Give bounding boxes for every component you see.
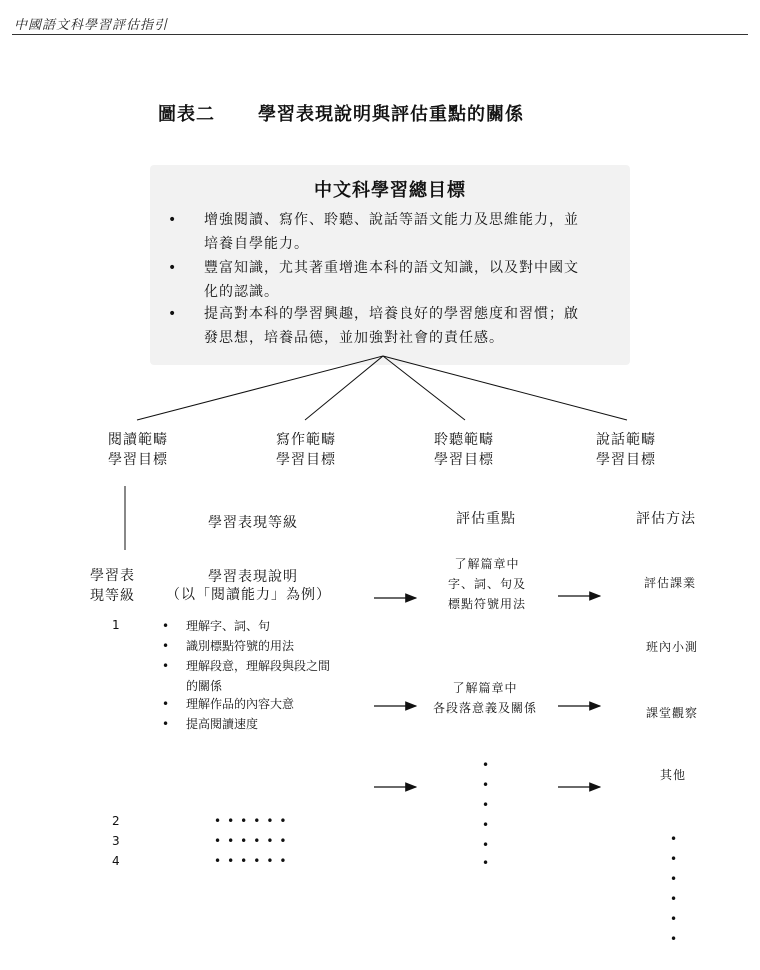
vertical-dot: • <box>482 778 490 792</box>
focus-line: 了解篇章中 <box>454 557 520 571</box>
goal-bullet: • <box>168 260 177 276</box>
focus-block-1 <box>432 554 542 614</box>
goal-bullet: • <box>168 212 177 228</box>
branch-line-speaking <box>383 356 627 420</box>
desc-item-text: 識別標點符號的用法 <box>186 639 295 653</box>
domain-name: 閱讀範疇 <box>108 432 168 448</box>
domain-reading <box>78 430 198 470</box>
col-head-assessment-method: 評估方法 <box>636 511 696 527</box>
desc-item-text: 理解字、詞、句 <box>186 619 271 633</box>
branch-line-reading <box>137 356 383 420</box>
domain-sub: 學習目標 <box>434 452 494 468</box>
desc-item-text: 理解作品的內容大意 <box>186 697 295 711</box>
vertical-dot: • <box>482 838 490 852</box>
vertical-dot: • <box>482 798 490 812</box>
focus-line: 了解篇章中 <box>452 681 518 695</box>
goals-title: 中文科學習總目標 <box>314 180 466 201</box>
level-number: 4 <box>112 854 120 868</box>
goal-line: 增強閱讀、寫作、聆聽、說話等語文能力及思維能力，並 <box>204 212 579 228</box>
desc-item <box>162 676 222 696</box>
domain-sub: 學習目標 <box>108 452 168 468</box>
domain-listening <box>404 430 524 470</box>
method-observation: 課堂觀察 <box>646 706 699 720</box>
level-number: 2 <box>112 814 120 828</box>
desc-item: • 理解字、詞、句 <box>162 619 271 633</box>
branch-line-listening <box>383 356 465 420</box>
vertical-dot: • <box>670 832 678 846</box>
row-head-line: 學習表 <box>90 568 135 584</box>
vertical-dot: • <box>670 852 678 866</box>
description-title: 學習表現說明 <box>208 569 298 585</box>
focus-line: 字、詞、句及 <box>447 577 526 591</box>
method-class-quiz: 班內小測 <box>646 640 699 654</box>
row-head-level <box>90 566 135 606</box>
domain-sub: 學習目標 <box>596 452 656 468</box>
level-number: 1 <box>112 618 120 632</box>
ellipsis-row: •••••• <box>214 854 293 868</box>
vertical-dot: • <box>670 912 678 926</box>
goal-line: 豐富知識，尤其著重增進本科的語文知識，以及對中國文 <box>204 260 579 276</box>
desc-item: • 提高閱讀速度 <box>162 717 259 731</box>
vertical-dot: • <box>482 818 490 832</box>
focus-line: 各段落意義及關係 <box>432 701 537 715</box>
row-head-line: 現等級 <box>90 588 135 604</box>
figure-title: 學習表現說明與評估重點的關係 <box>258 104 524 125</box>
col-head-performance-level: 學習表現等級 <box>208 515 298 531</box>
domain-name: 聆聽範疇 <box>434 432 494 448</box>
domain-name: 寫作範疇 <box>276 432 336 448</box>
ellipsis-row: •••••• <box>214 814 293 828</box>
domain-sub: 學習目標 <box>276 452 336 468</box>
method-other: 其他 <box>660 768 687 782</box>
vertical-dot: • <box>482 758 490 772</box>
goal-line: 提高對本科的學習興趣，培養良好的學習態度和習慣；啟 <box>204 306 579 322</box>
domain-name: 說話範疇 <box>596 432 656 448</box>
desc-item: • 識別標點符號的用法 <box>162 639 295 653</box>
desc-item-text: 提高閱讀速度 <box>186 717 259 731</box>
focus-line: 標點符號用法 <box>447 597 526 611</box>
goal-bullet: • <box>168 306 177 322</box>
desc-item: • 理解段意，理解段與段之間 <box>162 659 331 673</box>
vertical-dot: • <box>670 892 678 906</box>
domain-writing <box>246 430 366 470</box>
ellipsis-row: •••••• <box>214 834 293 848</box>
goal-line: 培養自學能力。 <box>204 236 309 252</box>
method-homework: 評估課業 <box>644 576 697 590</box>
desc-item-text: 理解段意，理解段與段之間 <box>186 659 331 673</box>
goal-line: 發思想，培養品德，並加強對社會的責任感。 <box>204 330 504 346</box>
figure-label: 圖表二 <box>158 104 215 125</box>
vertical-dot: • <box>670 932 678 946</box>
running-header: 中國語文科學習評估指引 <box>14 18 169 33</box>
branch-line-writing <box>305 356 383 420</box>
description-subtitle: （以「閱讀能力」為例） <box>166 587 331 603</box>
vertical-dot: • <box>670 872 678 886</box>
desc-item: • 理解作品的內容大意 <box>162 697 295 711</box>
vertical-dot: • <box>482 856 490 870</box>
level-number: 3 <box>112 834 120 848</box>
focus-block-2 <box>420 678 550 718</box>
col-head-assessment-focus: 評估重點 <box>456 511 516 527</box>
domain-speaking <box>566 430 686 470</box>
desc-item-text: 的關係 <box>186 679 223 693</box>
goal-line: 化的認識。 <box>204 284 279 300</box>
